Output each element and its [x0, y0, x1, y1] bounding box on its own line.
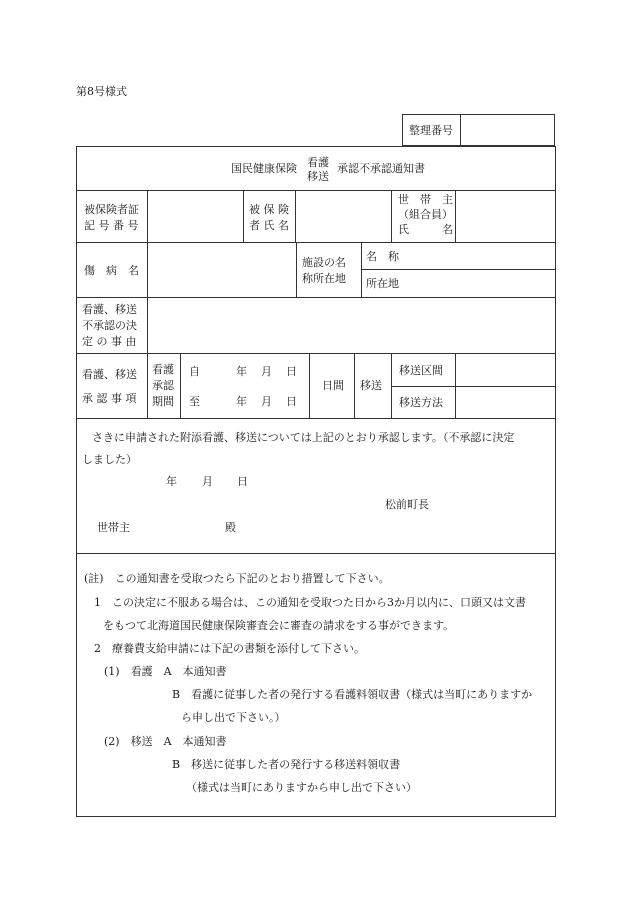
form-number: 第8号様式 [76, 85, 127, 98]
from-month-label: 月 [261, 365, 272, 378]
disease-label: 傷 病 名 [84, 264, 139, 277]
period-to-label: 至 [189, 395, 200, 408]
note-transport-b: B 移送に従事した者の発行する移送料領収書 [172, 758, 401, 771]
from-year-label: 年 [236, 365, 247, 378]
transport-label: 移送 [360, 379, 382, 392]
notice-text-2: しました） [82, 453, 137, 466]
approval-period-label: 看護 [152, 363, 174, 376]
reference-number-field[interactable] [463, 117, 551, 143]
facility-label: 施設の名 [302, 256, 346, 269]
to-year-label: 年 [236, 395, 247, 408]
note-item-1: 1 この決定に不服ある場合は、この通知を受取つた日から3か月以内に、口頭又は文書 [94, 596, 526, 609]
transport-method-label: 移送方法 [399, 396, 443, 409]
title-transport: 移送 [307, 170, 329, 183]
reference-number-label: 整理番号 [409, 124, 453, 137]
transport-method-field[interactable] [458, 389, 553, 416]
cert-number-label: 被保険者証 [84, 203, 139, 216]
household-head-label-2: （組合員） [398, 208, 453, 221]
note-item-2: 2 療養費支給申請には下記の書類を添付して下さい。 [94, 642, 365, 655]
recipient-label: 世帯主 [97, 521, 130, 534]
insured-name-label: 被 保 険 [249, 203, 289, 216]
mayor-signature: 松前町長 [385, 498, 429, 511]
title-prefix: 国民健康保険 [231, 162, 297, 175]
reason-label-2: 不承認の決 [82, 319, 137, 332]
note-item-1-cont: をもつて北海道国民健康保険審査会に審査の請求をする事ができます。 [103, 619, 455, 632]
from-day-label: 日 [286, 365, 297, 378]
to-day-label: 日 [286, 395, 297, 408]
notice-date-day: 日 [237, 475, 248, 488]
reference-number-box [402, 114, 555, 146]
household-head-label-3: 氏 名 [398, 223, 453, 236]
note-transport-head: (2) 移送 A 本通知書 [104, 735, 227, 748]
reason-label-3: 定 の 事 由 [82, 335, 137, 348]
note-nursing-b: B 看護に従事した者の発行する看護料領収書（様式は当町にありますか [172, 688, 533, 701]
disease-field[interactable] [150, 245, 293, 294]
note-nursing-head: (1) 看護 A 本通知書 [104, 665, 227, 678]
cert-number-field[interactable] [150, 193, 240, 239]
facility-name-label: 名 称 [366, 250, 399, 263]
notice-date-month: 月 [202, 475, 213, 488]
insured-name-field[interactable] [298, 193, 388, 239]
household-head-field[interactable] [458, 193, 553, 239]
approval-matter-label-2: 承 認 事 項 [82, 392, 137, 405]
insured-name-label-2: 者 氏 名 [249, 219, 289, 232]
reason-label: 看護、移送 [82, 303, 137, 316]
title-suffix: 承認不承認通知書 [337, 162, 425, 175]
transport-section-field[interactable] [458, 356, 553, 384]
honorific: 殿 [225, 521, 236, 534]
note-transport-b-cont: （様式は当町にありますから申し出で下さい） [186, 781, 417, 794]
note-nursing-b-cont: ら申し出で下さい。） [181, 711, 286, 724]
transport-section-label: 移送区間 [399, 364, 443, 377]
approval-period-label-3: 期間 [152, 395, 174, 408]
approval-matter-label: 看護、移送 [82, 368, 137, 381]
period-to-field[interactable] [198, 389, 306, 415]
reason-field[interactable] [150, 300, 553, 350]
cert-number-label-2: 記 号 番 号 [84, 219, 139, 232]
facility-address-field[interactable] [410, 272, 553, 295]
notice-date-year: 年 [166, 475, 177, 488]
period-from-field[interactable] [198, 358, 306, 382]
to-month-label: 月 [261, 395, 272, 408]
days-label: 日間 [322, 379, 344, 392]
title-nursing: 看護 [307, 156, 329, 169]
period-from-label: 自 [189, 365, 200, 378]
notes-title: (註) この通知書を受取つたら下記のとおり措置して下さい。 [84, 572, 390, 585]
facility-name-field[interactable] [410, 245, 553, 267]
notice-text: さきに申請された附添看護、移送については上記のとおり承認します。（不承認に決定 [92, 431, 515, 444]
facility-label-2: 称所在地 [302, 272, 346, 285]
facility-address-label: 所在地 [366, 277, 399, 290]
household-head-label: 世 帯 主 [398, 193, 453, 206]
approval-period-label-2: 承認 [152, 379, 174, 392]
